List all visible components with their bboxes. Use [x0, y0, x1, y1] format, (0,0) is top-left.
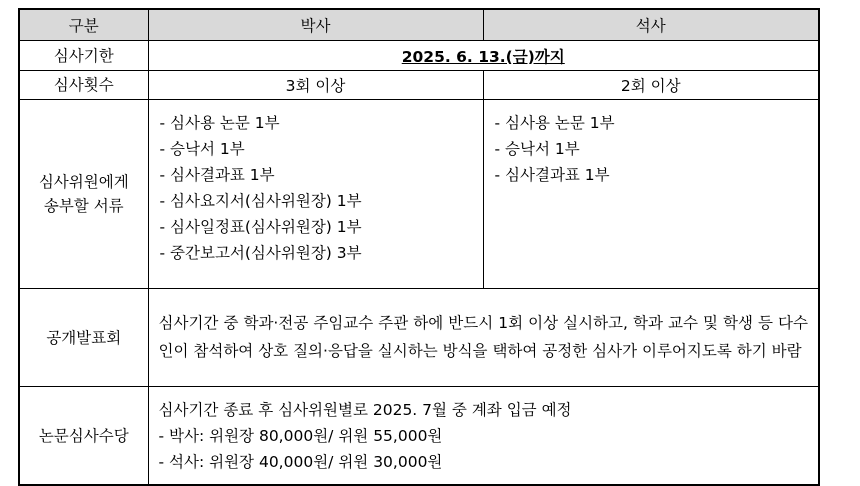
header-phd: 박사	[148, 9, 483, 41]
header-row	[19, 9, 819, 41]
fee-line-master: - 석사: 위원장 40,000원/ 위원 30,000원	[158, 452, 443, 471]
list-item: - 심사결과표 1부	[159, 166, 275, 184]
public-text: 심사기간 중 학과·전공 주임교수 주관 하에 반드시 1회 이상 실시하고, 학과 교수 및 학생 등 다수인이 참석하여 상호 질의·응답을 실시하는 방식을 택하여 공정한 심사가 이루어지도록 하기 바람	[148, 289, 819, 387]
count-label: 심사횟수	[19, 71, 148, 100]
public-row	[19, 289, 819, 387]
fee-line-phd: - 박사: 위원장 80,000원/ 위원 55,000원	[158, 426, 443, 445]
list-item: - 심사요지서(심사위원장) 1부	[159, 192, 362, 210]
list-item: - 심사일정표(심사위원장) 1부	[159, 218, 362, 236]
documents-label-line1: 심사위원에게	[38, 173, 129, 191]
list-item: - 심사결과표 1부	[494, 166, 610, 184]
deadline-label: 심사기한	[19, 41, 148, 71]
documents-label	[19, 100, 148, 289]
list-item: - 심사용 논문 1부	[494, 114, 615, 132]
fee-row	[19, 387, 819, 486]
documents-row	[19, 100, 819, 289]
documents-phd-list	[148, 100, 483, 289]
fee-line-schedule: 심사기간 종료 후 심사위원별로 2025. 7월 중 계좌 입금 예정	[158, 400, 572, 419]
count-master: 2회 이상	[483, 71, 819, 100]
review-rules-table	[18, 8, 820, 486]
documents-master-list	[483, 100, 819, 289]
list-item: - 승낙서 1부	[494, 140, 580, 158]
deadline-value: 2025. 6. 13.(금)까지	[148, 41, 819, 71]
header-category: 구분	[19, 9, 148, 41]
list-item: - 중간보고서(심사위원장) 3부	[159, 244, 362, 262]
count-row	[19, 71, 819, 100]
count-phd: 3회 이상	[148, 71, 483, 100]
header-master: 석사	[483, 9, 819, 41]
fee-details	[148, 387, 819, 486]
list-item: - 승낙서 1부	[159, 140, 245, 158]
fee-label: 논문심사수당	[19, 387, 148, 486]
public-label: 공개발표회	[19, 289, 148, 387]
list-item: - 심사용 논문 1부	[159, 114, 280, 132]
documents-label-line2: 송부할 서류	[43, 197, 124, 215]
deadline-row	[19, 41, 819, 71]
